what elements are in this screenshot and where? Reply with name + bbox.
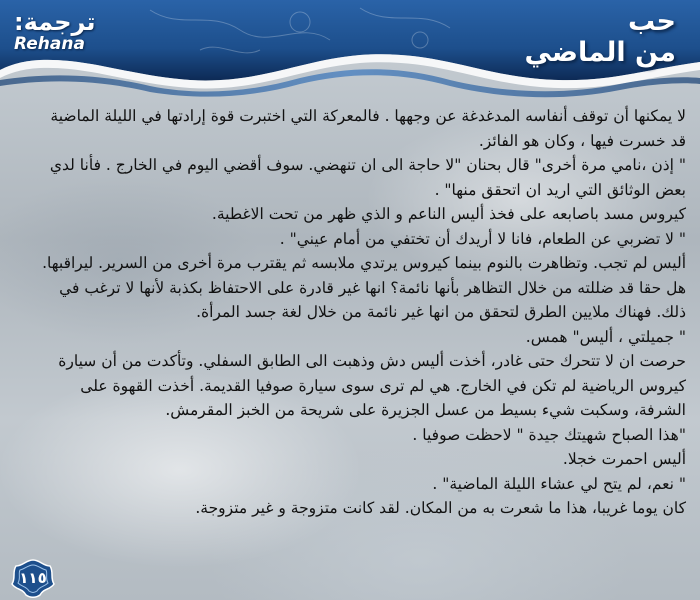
paragraph: " إذن ،نامي مرة أخرى" قال بحنان "لا حاجة الى ان تنهضي. سوف أقضي اليوم في الخارج . فأنا لدي بعض الوثائق التي اريد ان اتحقق منها" . — [49, 156, 686, 199]
paragraph: " جميلتي ، أليس" همس. — [525, 327, 686, 346]
paragraph: أليس احمرت خجلا. — [562, 450, 686, 468]
story-text — [34, 104, 686, 521]
paragraph: كان يوما غريبا، هذا ما شعرت به من المكان. لقد كانت متزوجة و غير متزوجة. — [195, 499, 686, 517]
translator-credit — [14, 8, 134, 54]
translation-label: ترجمة: — [14, 8, 96, 36]
page-number-badge — [10, 558, 56, 598]
book-title — [476, 6, 676, 68]
paragraph: كيروس مسد باصابعه على فخذ أليس الناعم و الذي ظهر من تحت الاغطية. — [211, 205, 686, 223]
paragraph: "هذا الصباح شهيتك جيدة " لاحظت صوفيا . — [412, 425, 686, 444]
title-line-1: حب — [627, 6, 676, 37]
paragraph: " لا تضربي عن الطعام، فانا لا أريدك أن تختفي من أمام عيني" . — [279, 229, 686, 248]
paragraph: أليس لم تجب. وتظاهرت بالنوم بينما كيروس يرتدي ملابسه ثم يقترب مرة أخرى من السرير. ليراقبها. هل حقا قد ضللته من خلال التظاهر بأنها نائمة؟ انها غير قادرة على الاحتفاظ بكذبة لأنها لا ترغب في ذلك. فهناك ملايين الطرق لتحقق من انها غير نائمة من خلال لغة جسد المرأة. — [42, 254, 686, 321]
paragraph: لا يمكنها أن توقف أنفاسه المدغدغة عن وجهها . فالمعركة التي اختبرت قوة إرادتها في الليلة الماضية قد خسرت فيها ، وكان هو الفائز. — [50, 107, 686, 150]
page-number: ١١٥ — [19, 569, 47, 587]
translator-name: Rehana — [14, 34, 85, 54]
paragraph: حرصت ان لا تتحرك حتى غادر، أخذت أليس دش وذهبت الى الطابق السفلي. وتأكدت من أن سيارة كيروس الرياضية لم تكن في الخارج. هي لم ترى سوى سيارة صوفيا القديمة. أخذت القهوة على الشرفة، وسكبت شيء بسيط من عسل الجزيرة على شريحة من الخبز المقرمش. — [58, 352, 686, 419]
header-banner — [0, 0, 700, 100]
paragraph: " نعم، لم يتح لي عشاء الليلة الماضية" . — [432, 474, 686, 493]
title-line-2: من الماضي — [524, 37, 676, 68]
